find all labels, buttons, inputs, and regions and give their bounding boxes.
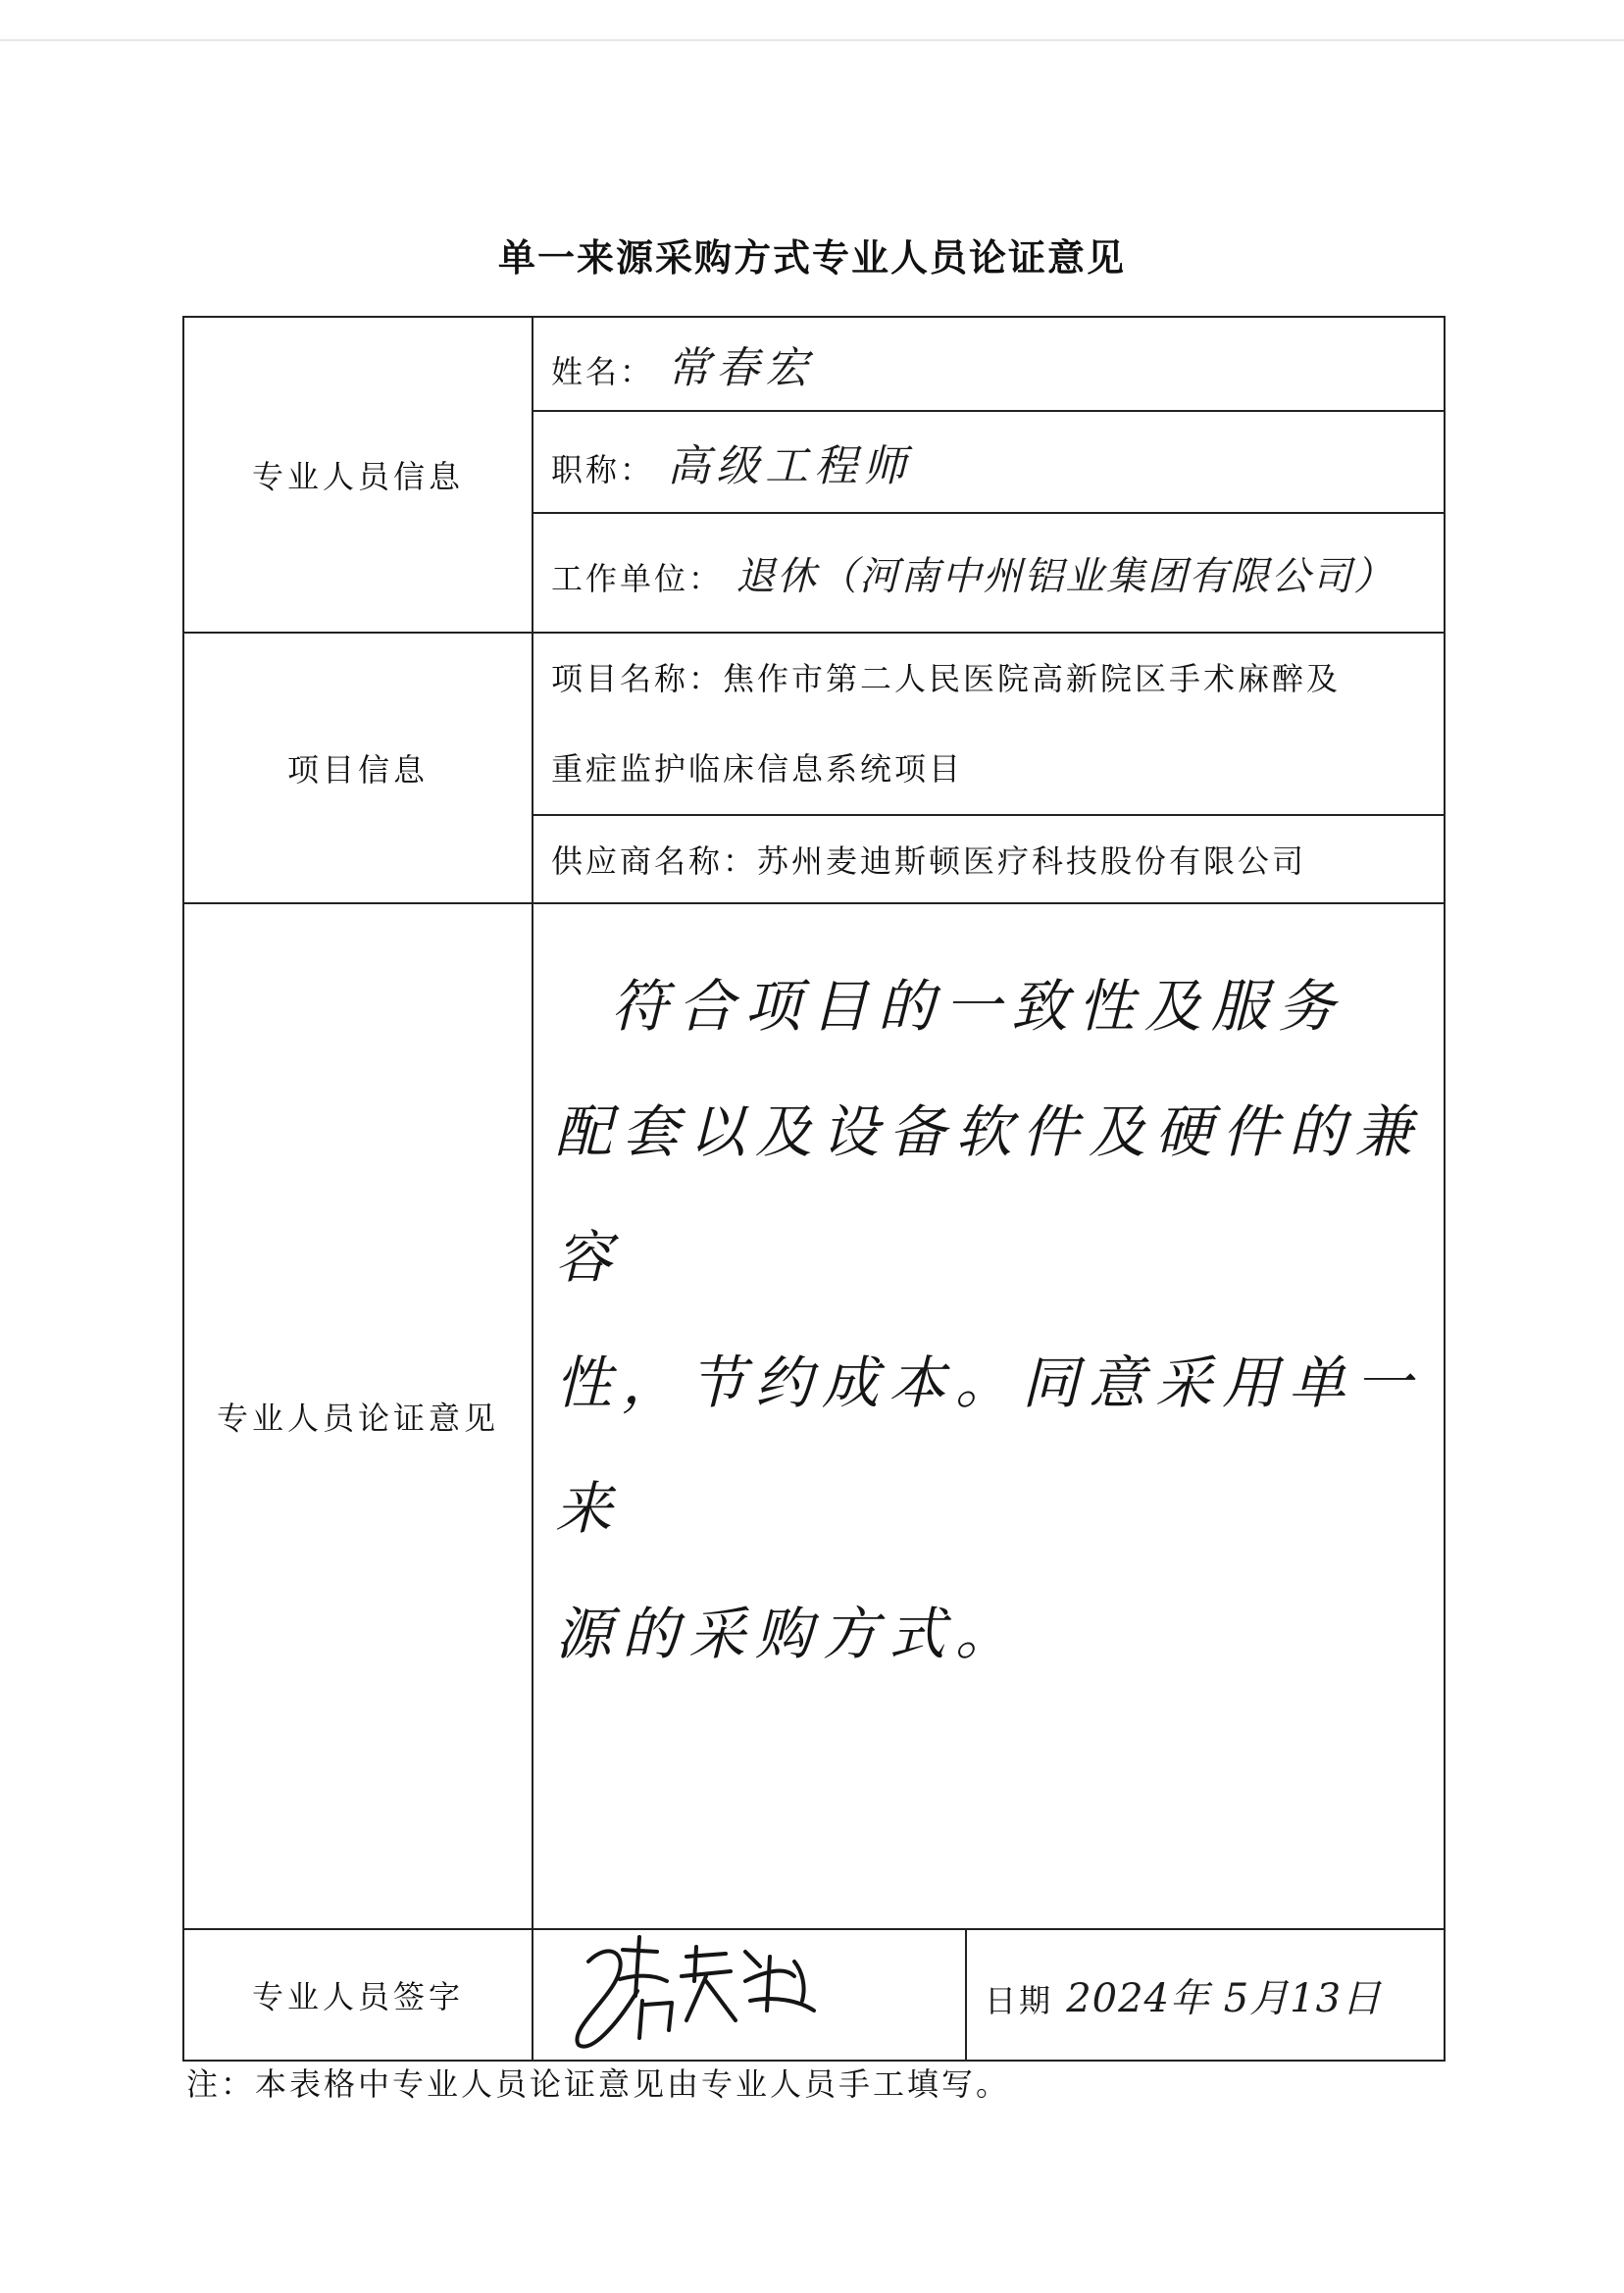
- name-label: 姓名：: [551, 353, 655, 390]
- supplier-name: 供应商名称：苏州麦迪斯顿医疗科技股份有限公司: [533, 815, 1445, 903]
- opinion-section-label: 专业人员论证意见: [183, 903, 533, 1929]
- argument-form-table: [182, 316, 1446, 2062]
- date-cell: [966, 1929, 1445, 2061]
- row-name: [183, 317, 1445, 411]
- opinion-line-1: 符合项目的一致性及服务: [555, 973, 1345, 1040]
- expert-info-section-label: 专业人员信息: [183, 317, 533, 633]
- project-name-line-1: 项目名称：焦作市第二人民医院高新院区手术麻醉及: [551, 660, 1342, 697]
- opinion-line-2: 配套以及设备软件及硬件的兼容: [555, 1098, 1423, 1291]
- name-handwritten: 常春宏: [667, 343, 815, 393]
- row-opinion: [183, 903, 1445, 1929]
- project-name-cell: [533, 633, 1445, 815]
- row-project-name: [183, 633, 1445, 815]
- date-handwritten: 2024年 5月13日: [1066, 1975, 1383, 2021]
- employer-handwritten: 退休（河南中州铝业集团有限公司）: [736, 553, 1396, 599]
- opinion-handwritten-cell: [533, 903, 1445, 1929]
- project-name-line-2: 重症监护临床信息系统项目: [551, 750, 964, 788]
- professional-title-handwritten: 高级工程师: [667, 441, 913, 491]
- opinion-line-3: 性，节约成本。同意采用单一来: [555, 1350, 1423, 1542]
- name-cell: [533, 317, 1445, 411]
- opinion-line-4: 源的采购方式。: [555, 1601, 1023, 1667]
- document-title: 单一来源采购方式专业人员论证意见: [497, 235, 1126, 280]
- employer-cell: [533, 513, 1445, 633]
- employer-label: 工作单位：: [551, 559, 724, 597]
- signature-label: 专业人员签字: [183, 1929, 533, 2061]
- date-label: 日期: [985, 1981, 1054, 2019]
- professional-title-label: 职称：: [551, 451, 655, 488]
- title-cell: [533, 411, 1445, 513]
- project-info-section-label: 项目信息: [183, 633, 533, 903]
- footnote: 注：本表格中专业人员论证意见由专业人员手工填写。: [186, 2065, 1011, 2103]
- scan-edge-line: [0, 39, 1624, 41]
- handwritten-signature: [549, 1922, 843, 2060]
